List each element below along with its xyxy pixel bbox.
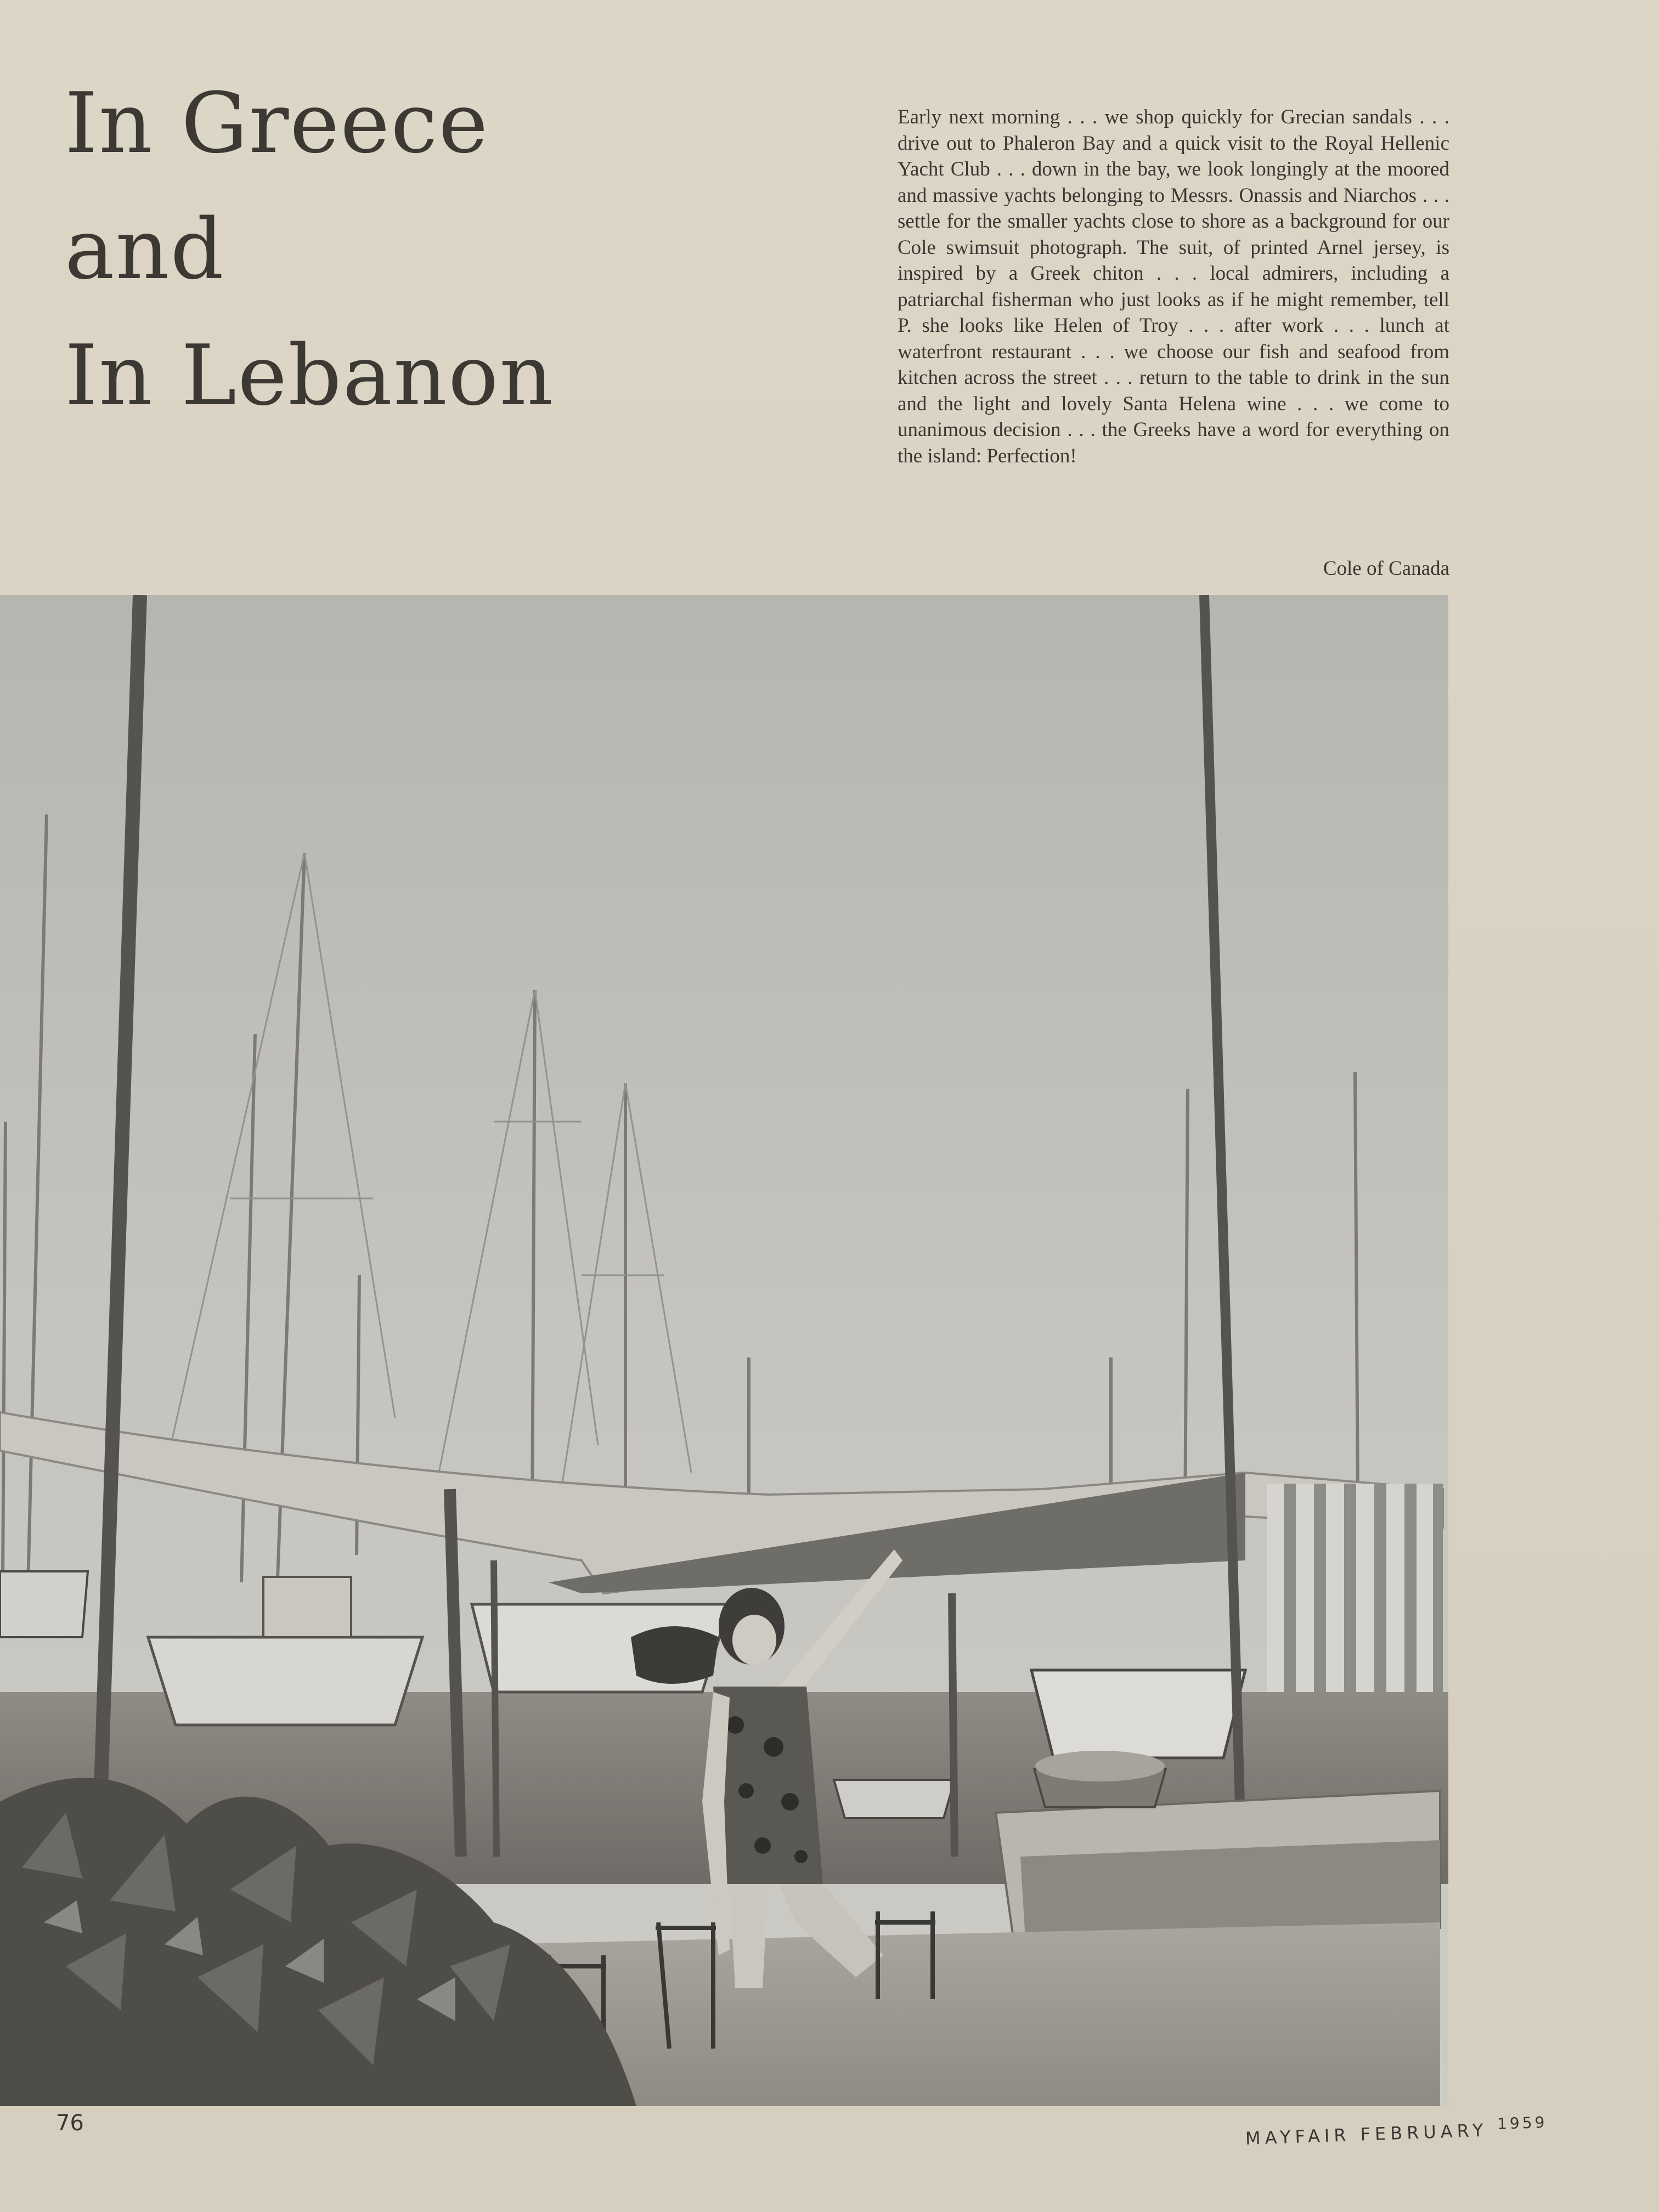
headline-line-2: and (65, 201, 225, 298)
page-number: 76 (56, 2111, 84, 2136)
photo-credit: Cole of Canada (1323, 557, 1449, 580)
publication-name: MAYFAIR FEBRUARY (1245, 2119, 1488, 2149)
harbor-photo-illustration (0, 595, 1448, 2106)
headline (65, 60, 723, 439)
harbor-photo (0, 595, 1448, 2106)
article-body: Early next morning . . . we shop quickly for Grecian sandals . . . drive out to Phaleron Bay and a quick visit to the Royal Hellenic Yacht Club . . . down in the bay, we look longingly at the moored and massive yachts belonging to Messrs. Onassis and Niarchos . . . settle for the smaller yachts close to shore as a background for our Cole swimsuit photograph. The suit, of printed Arnel jersey, is inspired by a Greek chiton . . . local admirers, including a patriarchal fisherman who just looks as if he might remember, tell P. she looks like Helen of Troy . . . after work . . . lunch at waterfront restaurant . . . we choose our fish and seafood from kitchen across the street . . . return to the table to drink in the sun and the light and lovely Santa Helena wine . . . we come to unanimous decision . . . the Greeks have a word for everything on the island: Perfection! (898, 106, 1449, 467)
publication-year: 1959 (1497, 2113, 1548, 2133)
headline-line-3: In Lebanon (65, 327, 555, 424)
headline-line-1: In Greece (65, 75, 489, 172)
